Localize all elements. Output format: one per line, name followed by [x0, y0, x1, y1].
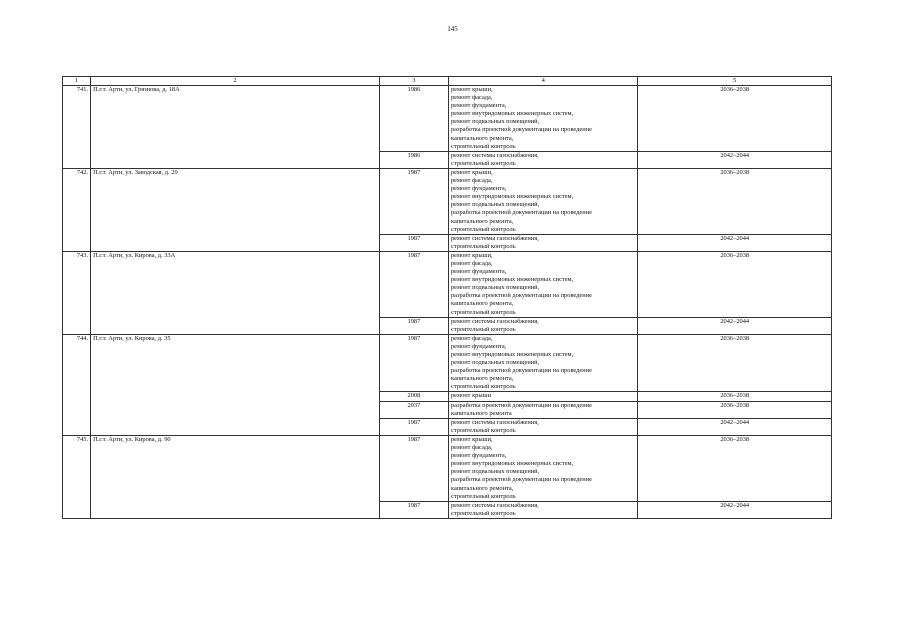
work-item: ремонт фундамента,: [450, 102, 507, 110]
year-cell: 2037: [379, 401, 448, 418]
work-item: ремонт подвальных помещений,: [450, 201, 540, 209]
table-row: [63, 334, 832, 392]
period-cell: 2036–2038: [638, 401, 832, 418]
year-cell: 1986: [379, 86, 448, 152]
works-cell: [448, 234, 637, 251]
work-item: ремонт фасада,: [450, 444, 493, 452]
work-item: строительный контроль: [450, 159, 516, 167]
year-cell: 1987: [379, 251, 448, 317]
object-number: 744.: [63, 334, 91, 435]
object-address: П.г.т. Арти, ул. Заводская, д. 29: [91, 168, 380, 251]
year-cell: 1987: [379, 317, 448, 334]
work-item: разработка проектной документации на проведение: [450, 367, 592, 375]
work-item: строительный контроль: [450, 426, 516, 434]
works-cell: [448, 168, 637, 234]
work-item: ремонт фасада,: [450, 259, 493, 267]
work-item: капитального ремонта,: [450, 484, 514, 492]
work-item: ремонт фундамента,: [450, 452, 507, 460]
work-item: капитального ремонта: [450, 409, 512, 417]
works-cell: [448, 435, 637, 501]
works-cell: [448, 418, 637, 435]
work-item: капитального ремонта,: [450, 134, 514, 142]
work-item: ремонт внутридомовых инженерных систем,: [450, 110, 574, 118]
table-row: [63, 435, 832, 501]
period-cell: 2042–2044: [638, 151, 832, 168]
period-cell: 2042–2044: [638, 418, 832, 435]
work-item: ремонт фундамента,: [450, 268, 507, 276]
year-cell: 1987: [379, 234, 448, 251]
year-cell: 1987: [379, 168, 448, 234]
work-item: строительный контроль: [450, 492, 516, 500]
works-cell: [448, 251, 637, 317]
work-item: капитального ремонта,: [450, 300, 514, 308]
works-cell: [448, 392, 637, 401]
work-item: строительный контроль: [450, 225, 516, 233]
work-item: строительный контроль: [450, 325, 516, 333]
table-row: [63, 251, 832, 317]
work-item: ремонт фасада,: [450, 94, 493, 102]
work-item: ремонт системы газоснабжения,: [450, 317, 539, 325]
work-item: капитального ремонта,: [450, 375, 514, 383]
period-cell: 2036–2038: [638, 168, 832, 234]
work-item: разработка проектной документации на проведение: [450, 292, 592, 300]
work-item: ремонт подвальных помещений,: [450, 359, 540, 367]
header-col-5: 5: [638, 77, 832, 86]
work-item: строительный контроль: [450, 308, 516, 316]
work-item: ремонт внутридомовых инженерных систем,: [450, 193, 574, 201]
work-item: ремонт подвальных помещений,: [450, 468, 540, 476]
period-cell: 2036–2038: [638, 392, 832, 401]
work-item: ремонт крыши: [450, 392, 492, 400]
period-cell: 2042–2044: [638, 317, 832, 334]
object-number: 745.: [63, 435, 91, 518]
header-col-3: 3: [379, 77, 448, 86]
period-cell: 2036–2038: [638, 251, 832, 317]
work-item: разработка проектной документации на проведение: [450, 209, 592, 217]
work-item: ремонт системы газоснабжения,: [450, 234, 539, 242]
year-cell: 1987: [379, 435, 448, 501]
work-item: ремонт крыши,: [450, 251, 493, 259]
works-cell: [448, 401, 637, 418]
header-col-4: 4: [448, 77, 637, 86]
work-item: ремонт системы газоснабжения,: [450, 418, 539, 426]
works-cell: [448, 317, 637, 334]
work-item: ремонт системы газоснабжения,: [450, 151, 539, 159]
table-header-row: [63, 77, 832, 86]
work-item: строительный контроль: [450, 509, 516, 517]
work-item: ремонт фундамента,: [450, 342, 507, 350]
object-address: П.г.т. Арти, ул. Кирова, д. 90: [91, 435, 380, 518]
work-item: ремонт крыши,: [450, 86, 493, 93]
header-col-2: 2: [91, 77, 380, 86]
work-item: ремонт внутридомовых инженерных систем,: [450, 351, 574, 358]
work-item: ремонт внутридомовых инженерных систем,: [450, 460, 574, 468]
period-cell: 2036–2038: [638, 334, 832, 392]
works-cell: [448, 334, 637, 392]
period-cell: 2036–2038: [638, 435, 832, 501]
year-cell: 2008: [379, 392, 448, 401]
object-address: П.г.т. Арти, ул. Кирова, д. 35: [91, 334, 380, 435]
period-cell: 2042–2044: [638, 501, 832, 518]
period-cell: 2036–2038: [638, 86, 832, 152]
work-item: строительный контроль: [450, 383, 516, 391]
work-item: капитального ремонта,: [450, 217, 514, 225]
object-number: 743.: [63, 251, 91, 334]
object-number: 741.: [63, 86, 91, 169]
work-item: разработка проектной документации на проведение: [450, 401, 592, 409]
page-number: 145: [447, 25, 458, 33]
work-item: ремонт фундамента,: [450, 185, 507, 193]
object-number: 742.: [63, 168, 91, 251]
work-item: ремонт фасада,: [450, 177, 493, 185]
year-cell: 1987: [379, 418, 448, 435]
work-item: разработка проектной документации на проведение: [450, 476, 592, 484]
works-cell: [448, 501, 637, 518]
object-address: П.г.т. Арти, ул. Кирова, д. 33А: [91, 251, 380, 334]
work-item: строительный контроль: [450, 142, 516, 150]
table-row: [63, 168, 832, 234]
table-row: [63, 86, 832, 152]
work-item: ремонт подвальных помещений,: [450, 118, 540, 126]
work-item: ремонт крыши,: [450, 435, 493, 443]
work-item: ремонт внутридомовых инженерных систем,: [450, 276, 574, 284]
capital-repair-table: [62, 76, 832, 519]
year-cell: 1986: [379, 151, 448, 168]
work-item: ремонт крыши,: [450, 168, 493, 176]
work-item: строительный контроль: [450, 242, 516, 250]
work-item: разработка проектной документации на проведение: [450, 126, 592, 134]
work-item: ремонт фасада,: [450, 334, 493, 342]
work-item: ремонт подвальных помещений,: [450, 284, 540, 292]
works-cell: [448, 151, 637, 168]
year-cell: 1987: [379, 334, 448, 392]
works-cell: [448, 86, 637, 152]
object-address: П.г.т. Арти, ул. Грязнова, д. 18А: [91, 86, 380, 169]
work-item: ремонт системы газоснабжения,: [450, 501, 539, 509]
year-cell: 1987: [379, 501, 448, 518]
period-cell: 2042–2044: [638, 234, 832, 251]
header-col-1: 1: [63, 77, 91, 86]
